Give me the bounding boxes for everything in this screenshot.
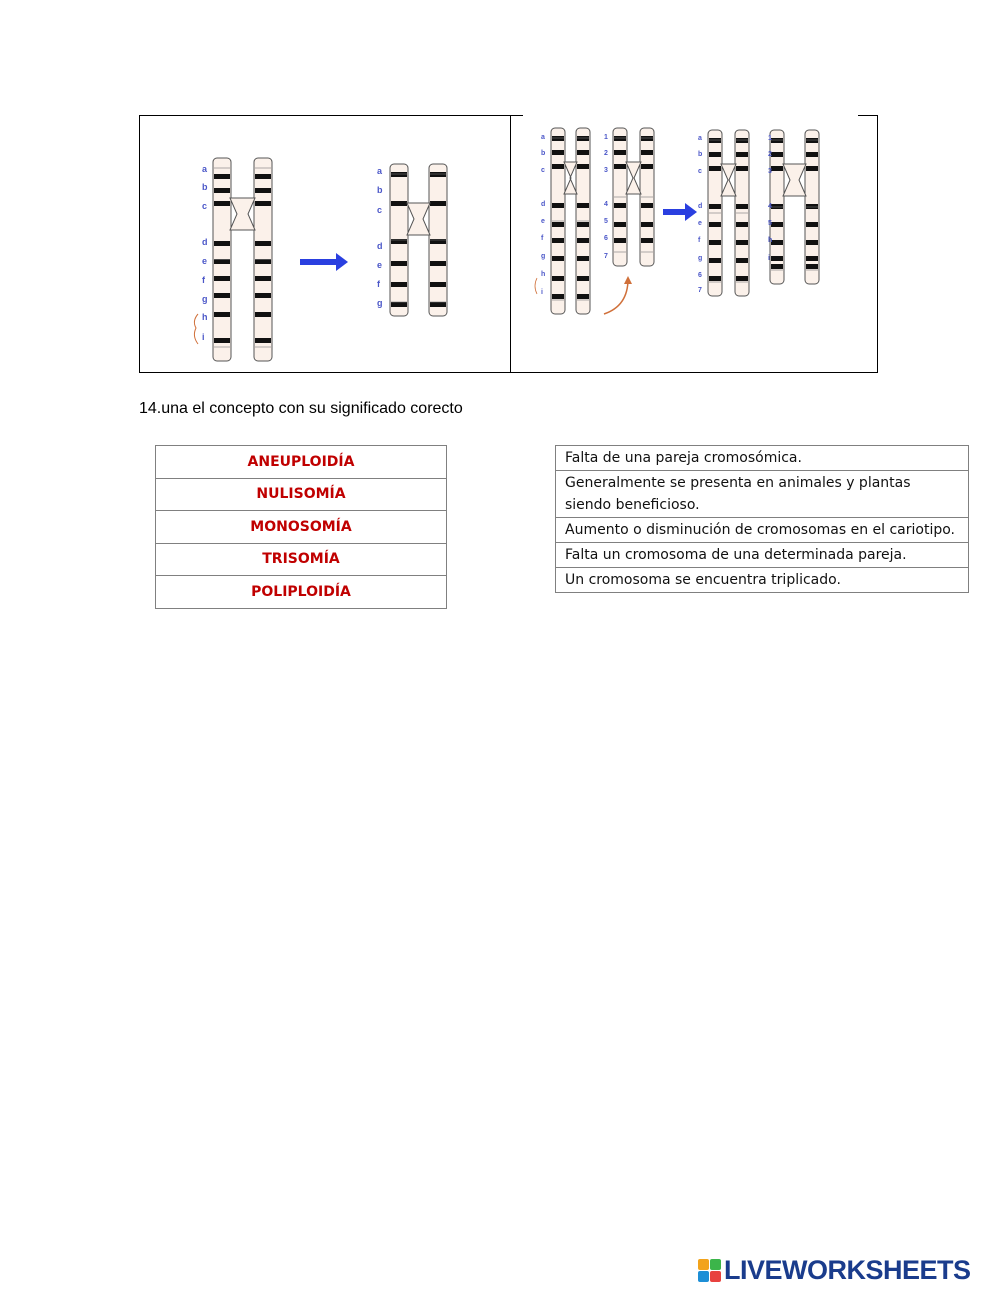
chromosome-band [709,138,721,143]
meaning-cell[interactable]: Generalmente se presenta en animales y plantas siendo beneficioso. [556,471,969,518]
bracket [194,314,198,344]
chromosome-band [430,201,446,206]
band-number: 4 [604,201,608,208]
chromosome-band [709,222,721,227]
band-letter: a [377,166,383,176]
chromosome-band [771,152,783,157]
chromosome-band [552,276,564,281]
chromosome-band [214,276,230,281]
band-letter: i [541,289,543,296]
liveworksheets-logo [698,1254,971,1286]
concept-cell[interactable]: ANEUPLOIDÍA [156,446,447,479]
chromosome-band [806,240,818,245]
band-letter: 6 [698,272,702,279]
chromosome-band [430,172,446,177]
chromosome-band [214,201,230,206]
chromosome-band [736,258,748,263]
chromosome-band [552,294,564,299]
band-letter: e [541,218,545,225]
chromosome-band [552,256,564,261]
meaning-cell[interactable]: Un cromosoma se encuentra triplicado. [556,568,969,593]
bracket [535,278,537,294]
chromosome-band [806,204,818,209]
chromosome-band [577,238,589,243]
centromere [721,164,736,196]
chromosome-band [577,294,589,299]
chromosome-band [736,222,748,227]
concepts-table [155,445,447,609]
chromosome-band [552,164,564,169]
chromosome-band [641,222,653,227]
band-letter: b [698,151,703,158]
chromosome-band [709,240,721,245]
chromosome-band [709,204,721,209]
chromosome-band [214,174,230,179]
curved-arrow-head [624,276,632,284]
logo-mark-square [710,1259,721,1270]
chromosome-band [255,312,271,317]
chromosome-band [736,240,748,245]
chromosome-band [806,264,818,269]
arrow-shaft [300,259,336,265]
band-letter: a [541,134,545,141]
chromosome-band [577,203,589,208]
meanings-table [555,445,969,593]
chromosome-band [577,164,589,169]
band-letter: f [202,275,205,285]
chromosome-band [736,152,748,157]
band-letter: g [202,294,208,304]
band-number: 4 [768,203,772,210]
chromosome-band [614,150,626,155]
chromosome-band [214,188,230,193]
chromosome-band [255,276,271,281]
chromosome-band [709,276,721,281]
band-letter: i [202,332,205,342]
chromosome-band [614,164,626,169]
logo-mark-square [698,1271,709,1282]
centromere [407,203,430,235]
chromosome-band [806,138,818,143]
band-number: 3 [768,168,772,175]
band-letter: f [377,279,380,289]
band-letter: h [202,312,208,322]
band-number: 1 [768,135,772,142]
chromosome-band [614,136,626,141]
chromosome-band [771,166,783,171]
band-number: 6 [604,235,608,242]
chromosome-band [709,152,721,157]
centromere [230,198,255,230]
logo-text: LIVEWORKSHEETS [724,1254,971,1285]
chromosome-band [214,338,230,343]
chromosome-band [391,282,407,287]
band-letter: b [202,182,208,192]
band-letter: a [698,135,702,142]
chromosome-band [552,136,564,141]
band-number: h [768,237,773,244]
chromosome-band [614,203,626,208]
logo-mark-square [710,1271,721,1282]
chromosome-band [736,166,748,171]
chromosome-band [806,152,818,157]
chromosome-band [255,201,271,206]
chromosome-band [214,241,230,246]
concept-cell[interactable]: TRISOMÍA [156,543,447,576]
chromosome-band [641,136,653,141]
centromere [626,162,641,194]
chromosome-band [552,222,564,227]
band-number: 2 [604,150,608,157]
chromosome-band [771,138,783,143]
chromosome-band [709,258,721,263]
band-number: 7 [604,253,608,260]
meaning-cell[interactable]: Falta de una pareja cromosómica. [556,446,969,471]
chromosome-band [641,203,653,208]
band-number: 2 [768,151,772,158]
arrow-head [685,203,697,221]
band-letter: c [377,205,383,215]
chromosome-band [577,136,589,141]
chromosome-band [614,238,626,243]
band-letter: c [698,168,702,175]
chromosome-band [641,238,653,243]
chromosome-band [736,138,748,143]
band-number: 1 [604,134,608,141]
band-number: 3 [604,167,608,174]
band-letter: c [202,201,208,211]
chromosome-figure [139,115,878,373]
band-letter: g [377,298,383,308]
chromosome-band [771,256,783,261]
chromosome-band [771,204,783,209]
chromosome-band [577,276,589,281]
band-letter: e [202,256,208,266]
chromosome-band [391,201,407,206]
chromosome-band [641,150,653,155]
chromosome-band [736,276,748,281]
band-letter: c [541,167,545,174]
chromosome-band [614,222,626,227]
chromosome-band [430,302,446,307]
chromosome-band [430,261,446,266]
chromosome-band [577,150,589,155]
chromosome-band [806,256,818,261]
concept-cell[interactable]: NULISOMÍA [156,478,447,511]
chromosome-band [771,222,783,227]
meaning-cell[interactable]: Falta un cromosoma de una determinada pareja. [556,543,969,568]
band-letter: e [698,220,702,227]
chromosome-band [552,203,564,208]
centromere [783,164,806,196]
chromosome-band [255,188,271,193]
concept-cell[interactable]: MONOSOMÍA [156,511,447,544]
chromosome-band [255,174,271,179]
band-number: i [768,255,770,262]
figure-divider [510,116,511,372]
chromosome-band [214,293,230,298]
chromosome-band [255,338,271,343]
band-letter: b [541,150,546,157]
chromosome-band [391,261,407,266]
chromosome-band [577,256,589,261]
chromosome-band [771,240,783,245]
chromosome-band [709,166,721,171]
band-number: 5 [768,220,772,227]
chromosome-band [391,302,407,307]
chromosome-band [214,312,230,317]
arrow-head [336,253,348,271]
chromosome-band [641,164,653,169]
band-letter: b [377,185,383,195]
band-letter: h [541,271,546,278]
chromosome-band [255,293,271,298]
chromosome-band [806,222,818,227]
chromosome-band [430,282,446,287]
chromosome-band [552,238,564,243]
chromosome-band [255,241,271,246]
band-letter: d [202,237,208,247]
band-letter: d [377,241,383,251]
arrow-shaft [663,209,685,215]
chromosome-band [391,172,407,177]
concept-cell[interactable]: POLIPLOIDÍA [156,576,447,609]
band-letter: 7 [698,287,702,294]
meaning-cell[interactable]: Aumento o disminución de cromosomas en el cariotipo. [556,518,969,543]
band-letter: a [202,164,208,174]
band-letter: d [541,201,546,208]
chromosome-band [771,264,783,269]
band-number: 5 [604,218,608,225]
question-text: 14.una el concepto con su significado corecto [139,400,463,417]
centromere [564,162,577,194]
band-letter: g [698,255,703,262]
band-letter: f [541,235,544,242]
chromosome-band [552,150,564,155]
curved-arrow [604,279,628,314]
figure-border-gap [523,114,858,118]
band-letter: f [698,237,701,244]
chromosome-band [577,222,589,227]
logo-mark-square [698,1259,709,1270]
chromosome-band [736,204,748,209]
band-letter: g [541,253,546,260]
logo-mark [698,1259,721,1282]
chromosome-band [806,166,818,171]
band-letter: d [698,203,703,210]
band-letter: e [377,260,383,270]
